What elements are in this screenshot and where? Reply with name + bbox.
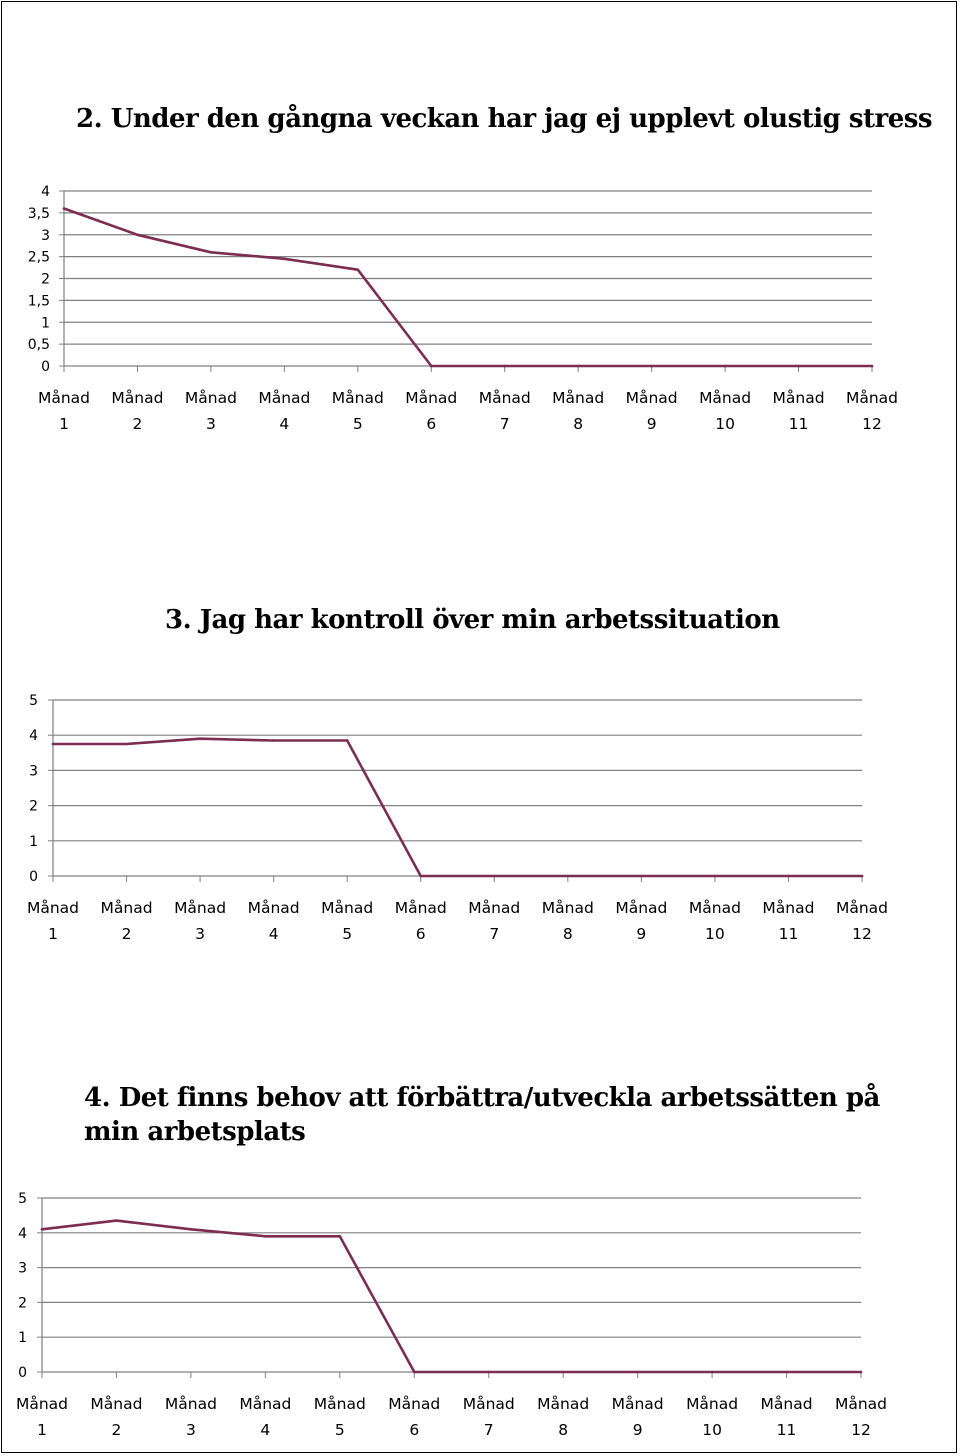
chart-1-x-category-number: 6: [426, 415, 437, 433]
chart-2-data-point: [419, 875, 422, 878]
chart-2-data-point: [787, 875, 790, 878]
chart-2-x-category-number: 5: [342, 925, 353, 943]
chart-1-x-category-word: Månad: [478, 389, 531, 407]
chart-1-data-point: [63, 207, 66, 210]
chart-2-x-category-word: Månad: [394, 899, 447, 917]
chart-1-y-tick-label: 3: [41, 227, 50, 244]
chart-3-x-category-word: Månad: [834, 1395, 888, 1413]
chart-2-x-category-number: 3: [195, 925, 206, 943]
chart-2: [0, 680, 960, 960]
chart-2-title: 3. Jag har kontroll över min arbetssituation: [165, 605, 780, 635]
chart-1-data-point: [724, 365, 727, 368]
chart-2-x-category-number: 12: [852, 925, 872, 943]
chart-2-data-point: [199, 737, 202, 740]
chart-2-x-category-word: Månad: [321, 899, 374, 917]
chart-2-x-category-number: 9: [636, 925, 647, 943]
chart-3-x-category-number: 2: [111, 1421, 122, 1439]
chart-2-x-category-number: 8: [562, 925, 573, 943]
chart-2-x-category-word: Månad: [26, 899, 80, 917]
chart-3-y-tick-label: 0: [18, 1365, 27, 1381]
chart-3-x-category-number: 8: [558, 1421, 569, 1439]
chart-2-data-point: [640, 875, 643, 878]
chart-1-x-category-number: 9: [646, 415, 657, 433]
chart-3-x-category-word: Månad: [462, 1395, 515, 1413]
chart-2-y-tick-label: 2: [29, 798, 38, 815]
chart-1-x-category-word: Månad: [331, 389, 384, 407]
chart-1-data-point: [577, 365, 580, 368]
chart-3-x-category-number: 11: [776, 1421, 797, 1439]
chart-1-data-point: [503, 365, 506, 368]
chart-2-x-category-word: Månad: [174, 899, 227, 917]
chart-3-data-point: [41, 1228, 44, 1231]
chart-2-x-category-number: 7: [489, 925, 500, 943]
chart-1-x-category-number: 7: [499, 415, 510, 433]
chart-2-data-point: [714, 875, 717, 878]
chart-1-x-category-number: 12: [862, 415, 882, 433]
chart-2-x-category-word: Månad: [468, 899, 521, 917]
chart-1-x-category-word: Månad: [258, 389, 311, 407]
chart-1-x-category-number: 4: [279, 415, 290, 433]
chart-1-x-category-word: Månad: [184, 389, 237, 407]
chart-2-x-category-word: Månad: [615, 899, 668, 917]
chart-1-x-category-number: 10: [715, 415, 735, 433]
chart-3-y-tick-label: 1: [18, 1330, 27, 1347]
chart-1-x-category-number: 3: [205, 415, 216, 433]
chart-1-x-category-number: 2: [132, 415, 143, 433]
chart-2-y-tick-label: 4: [29, 728, 38, 745]
chart-3-data-point: [860, 1371, 863, 1374]
chart-3-x-category-word: Månad: [537, 1395, 590, 1413]
chart-2-x-category-number: 4: [268, 925, 279, 943]
chart-3-x-category-number: 1: [37, 1421, 47, 1439]
chart-2-y-tick-label: 3: [29, 763, 38, 780]
chart-2-y-tick-label: 1: [29, 833, 38, 850]
chart-3-x-category-word: Månad: [388, 1395, 441, 1413]
chart-1-data-point: [430, 365, 433, 368]
chart-1-x-category-word: Månad: [772, 389, 825, 407]
chart-1-x-category-word: Månad: [625, 389, 678, 407]
chart-1-data-point: [357, 268, 360, 271]
chart-2-x-category-word: Månad: [541, 899, 594, 917]
chart-3-data-point: [711, 1371, 714, 1374]
chart-1-y-tick-label: 0,5: [27, 337, 50, 354]
chart-3-x-category-word: Månad: [313, 1395, 366, 1413]
chart-3-x-category-number: 6: [409, 1421, 420, 1439]
chart-3-x-category-word: Månad: [15, 1395, 69, 1413]
chart-3-series-line: [42, 1221, 861, 1372]
chart-2-x-category-number: 2: [121, 925, 132, 943]
chart-2-x-category-word: Månad: [835, 899, 889, 917]
chart-2-x-category-word: Månad: [100, 899, 153, 917]
chart-3-y-tick-label: 5: [18, 1191, 27, 1207]
chart-1-title: 2. Under den gångna veckan har jag ej upplevt olustig stress: [76, 104, 933, 134]
chart-3-data-point: [413, 1371, 416, 1374]
chart-3-title: [84, 1081, 880, 1149]
chart-3-x-category-word: Månad: [90, 1395, 143, 1413]
chart-2-series-line: [53, 739, 862, 876]
chart-3-data-point: [264, 1235, 267, 1238]
chart-3-data-point: [562, 1371, 565, 1374]
chart-1-x-category-word: Månad: [552, 389, 605, 407]
chart-1-y-tick-label: 0: [41, 359, 50, 375]
chart-2-data-point: [346, 739, 349, 742]
chart-3-y-tick-label: 2: [18, 1295, 27, 1312]
chart-1-data-point: [210, 251, 213, 254]
chart-3-title-line-2: min arbetsplats: [84, 1117, 306, 1147]
chart-2-data-point: [493, 875, 496, 878]
chart-3-x-category-word: Månad: [164, 1395, 217, 1413]
chart-2-data-point: [125, 743, 128, 746]
chart-1-x-category-number: 11: [788, 415, 809, 433]
chart-3-x-category-word: Månad: [239, 1395, 292, 1413]
chart-2-x-category-word: Månad: [247, 899, 300, 917]
chart-2-x-category-number: 6: [415, 925, 426, 943]
chart-1-data-point: [136, 233, 139, 236]
chart-3-x-category-number: 5: [334, 1421, 345, 1439]
chart-2-x-category-number: 1: [48, 925, 58, 943]
chart-1-x-category-number: 8: [573, 415, 584, 433]
chart-1-x-category-word: Månad: [111, 389, 164, 407]
chart-2-x-category-number: 11: [778, 925, 799, 943]
chart-1-y-tick-label: 1,5: [27, 293, 50, 310]
chart-2-y-tick-label: 0: [29, 869, 38, 885]
chart-1-data-point: [650, 365, 653, 368]
chart-1-x-category-word: Månad: [405, 389, 458, 407]
chart-1-x-category-number: 5: [352, 415, 363, 433]
chart-2-data-point: [861, 875, 864, 878]
chart-3-y-tick-label: 4: [18, 1225, 27, 1242]
chart-1-y-tick-label: 4: [41, 184, 50, 200]
chart-1-y-tick-label: 2: [41, 271, 50, 288]
chart-1: [0, 170, 960, 450]
chart-3-x-category-number: 10: [702, 1421, 722, 1439]
chart-1-x-category-word: Månad: [699, 389, 752, 407]
chart-3-y-tick-label: 3: [18, 1260, 27, 1277]
chart-1-x-category-word: Månad: [37, 389, 91, 407]
chart-2-data-point: [567, 875, 570, 878]
chart-1-data-point: [797, 365, 800, 368]
chart-3-x-category-number: 9: [632, 1421, 643, 1439]
chart-1-x-category-number: 1: [59, 415, 69, 433]
chart-3-x-category-number: 12: [851, 1421, 871, 1439]
chart-3-x-category-word: Månad: [760, 1395, 813, 1413]
chart-3-x-category-word: Månad: [611, 1395, 664, 1413]
chart-3-data-point: [190, 1228, 193, 1231]
chart-1-data-point: [283, 258, 286, 261]
chart-3-x-category-word: Månad: [686, 1395, 739, 1413]
chart-3-data-point: [115, 1219, 118, 1222]
chart-1-series-line: [64, 209, 872, 367]
chart-1-y-tick-label: 3,5: [27, 205, 50, 222]
chart-3-x-category-number: 4: [260, 1421, 271, 1439]
chart-1-data-point: [871, 365, 874, 368]
chart-3-data-point: [636, 1371, 639, 1374]
chart-2-x-category-number: 10: [705, 925, 725, 943]
chart-2-x-category-word: Månad: [762, 899, 815, 917]
chart-3-data-point: [339, 1235, 342, 1238]
chart-3-title-line-1: 4. Det finns behov att förbättra/utveckla arbetssätten på: [84, 1083, 880, 1113]
chart-1-y-tick-label: 1: [41, 315, 50, 332]
chart-1-y-tick-label: 2,5: [27, 249, 50, 266]
chart-3-data-point: [785, 1371, 788, 1374]
chart-2-x-category-word: Månad: [688, 899, 741, 917]
chart-3: [0, 1180, 960, 1450]
chart-3-data-point: [487, 1371, 490, 1374]
chart-2-data-point: [52, 743, 55, 746]
chart-1-x-category-word: Månad: [845, 389, 899, 407]
chart-3-x-category-number: 7: [483, 1421, 494, 1439]
chart-3-x-category-number: 3: [185, 1421, 196, 1439]
chart-2-data-point: [272, 739, 275, 742]
chart-2-y-tick-label: 5: [29, 693, 38, 709]
